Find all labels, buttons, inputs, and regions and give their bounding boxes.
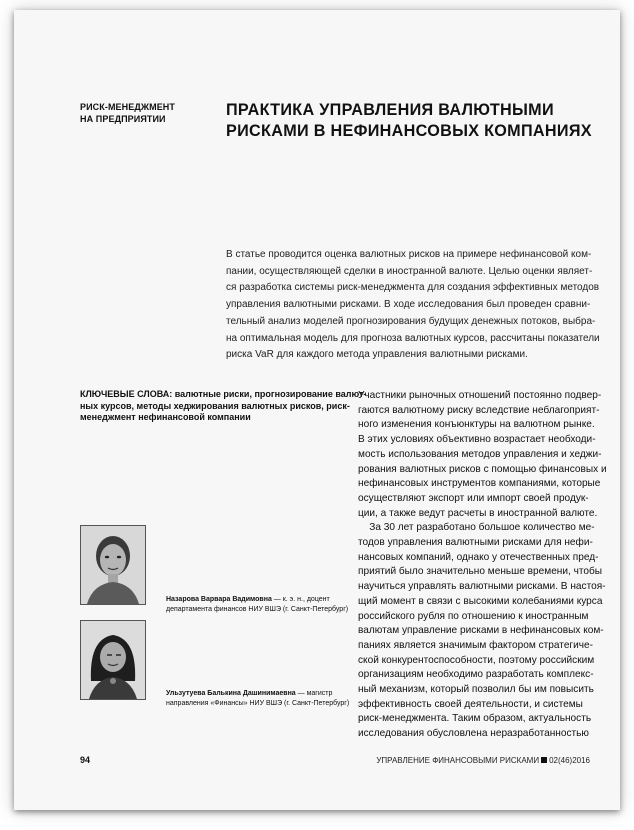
body-line: ской конкурентоспособности, поэтому российским [358, 654, 595, 666]
section-heading [80, 101, 200, 125]
keywords-line: менеджмент нефинансовой компании [80, 412, 251, 423]
body-line: организациям необходимо разработать комплекс- [358, 669, 594, 681]
author-portrait-1 [81, 526, 145, 604]
body-text [358, 389, 607, 742]
body-line: рования валютных рисков с помощью финансовых и [358, 463, 607, 475]
body-line: валютам управление рисками в нефинансовых ком- [358, 625, 604, 637]
page-number: 94 [80, 755, 91, 765]
abstract-line: ся разработка системы риск-менеджмента для создания эффективных методов [226, 282, 600, 294]
section-heading-line: РИСК-МЕНЕДЖМЕНТ [80, 102, 176, 112]
author-affiliation: направления «Финансы» НИУ ВШЭ (г. Санкт-Петербург) [166, 700, 350, 707]
keywords-line: КЛЮЧЕВЫЕ СЛОВА: валютные риски, прогнозирование валют- [80, 389, 367, 399]
author-photo [80, 525, 146, 605]
author-degree: — к. э. н., доцент [271, 596, 330, 603]
journal-page [14, 10, 620, 810]
author-name: Ульзутуева Балькина Дашинимаевна [166, 690, 296, 697]
body-line: щий момент в связи с высокими колебаниями курса [358, 595, 603, 607]
body-line: паниях является значимым фактором стратегиче- [358, 639, 593, 651]
body-line: нефинансовых инструментов компаниями, которые [358, 478, 601, 490]
article-title-line: РИСКАМИ В НЕФИНАНСОВЫХ КОМПАНИЯХ [226, 122, 592, 140]
author-affiliation: департамента финансов НИУ ВШЭ (г. Санкт-Петербург) [166, 606, 349, 613]
author-info [166, 595, 349, 615]
journal-footer [376, 756, 590, 765]
journal-name: УПРАВЛЕНИЕ ФИНАНСОВЫМИ РИСКАМИ [376, 756, 540, 765]
abstract-line: управления валютными рисками. В ходе исследования был проведен сравни- [226, 299, 591, 311]
abstract-line: риска VaR для каждого метода управления валютными рисками. [226, 349, 528, 361]
body-line: ного изменения конъюнктуры на валютном рынке. [358, 419, 595, 431]
body-line: исследования обусловлена неразработанностью [358, 728, 589, 740]
body-line: риск-менеджмента. Таким образом, актуальность [358, 713, 592, 725]
author-info [166, 689, 350, 709]
body-line: приятий было значительно меньше времени, чтобы [358, 566, 603, 578]
abstract-line: на оптимальная модель для прогноза валютных курсов, рассчитаны показатели [226, 332, 600, 344]
body-line: тодов управления валютными рисками для нефи- [358, 537, 593, 549]
body-line: нансовых компаний, однако у отечественных пред- [358, 551, 599, 563]
body-line: мость использования методов управления и хеджи- [358, 448, 602, 460]
body-line: За 30 лет разработано большое количество ме- [358, 522, 595, 534]
body-line: осуществляют экспорт или импорт своей продук- [358, 492, 589, 504]
body-line: эффективность своей деятельности, и системы [358, 698, 583, 710]
keywords-line: ных курсов, методы хеджирования валютных рисков, риск- [80, 400, 350, 411]
body-line: научиться управлять валютными рисками. В настоя- [358, 581, 606, 593]
abstract-line: В статье проводится оценка валютных рисков на примере нефинансовой ком- [226, 249, 592, 260]
author-photo [80, 620, 146, 700]
body-line: В этих условиях объективно возрастает необходи- [358, 434, 596, 446]
abstract-line: пании, осуществляющей сделки в иностранной валюте. Целью оценки являет- [226, 265, 593, 277]
article-title-line: ПРАКТИКА УПРАВЛЕНИЯ ВАЛЮТНЫМИ [226, 101, 554, 119]
body-line: ный механизм, который позволил бы им повысить [358, 684, 594, 696]
body-line: российского рубля по отношению к иностранным [358, 610, 589, 622]
author-degree: — магистр [295, 690, 333, 697]
keywords [80, 389, 367, 424]
body-line: гаются валютному риску вследствие неблагоприят- [358, 404, 600, 416]
body-line: ции, а также ведут расчеты в иностранной валюте. [358, 507, 598, 519]
article-title [226, 100, 606, 142]
square-bullet-icon [541, 757, 547, 763]
author-name: Назарова Варвара Вадимовна [166, 596, 272, 603]
abstract [226, 247, 606, 364]
author-portrait-2 [81, 621, 145, 699]
abstract-line: тельный анализ моделей прогнозирования будущих денежных потоков, выбра- [226, 315, 596, 327]
section-heading-line: НА ПРЕДПРИЯТИИ [80, 114, 166, 124]
body-line: Участники рыночных отношений постоянно подвер- [358, 390, 602, 401]
journal-issue: 02(46)2016 [549, 756, 590, 765]
